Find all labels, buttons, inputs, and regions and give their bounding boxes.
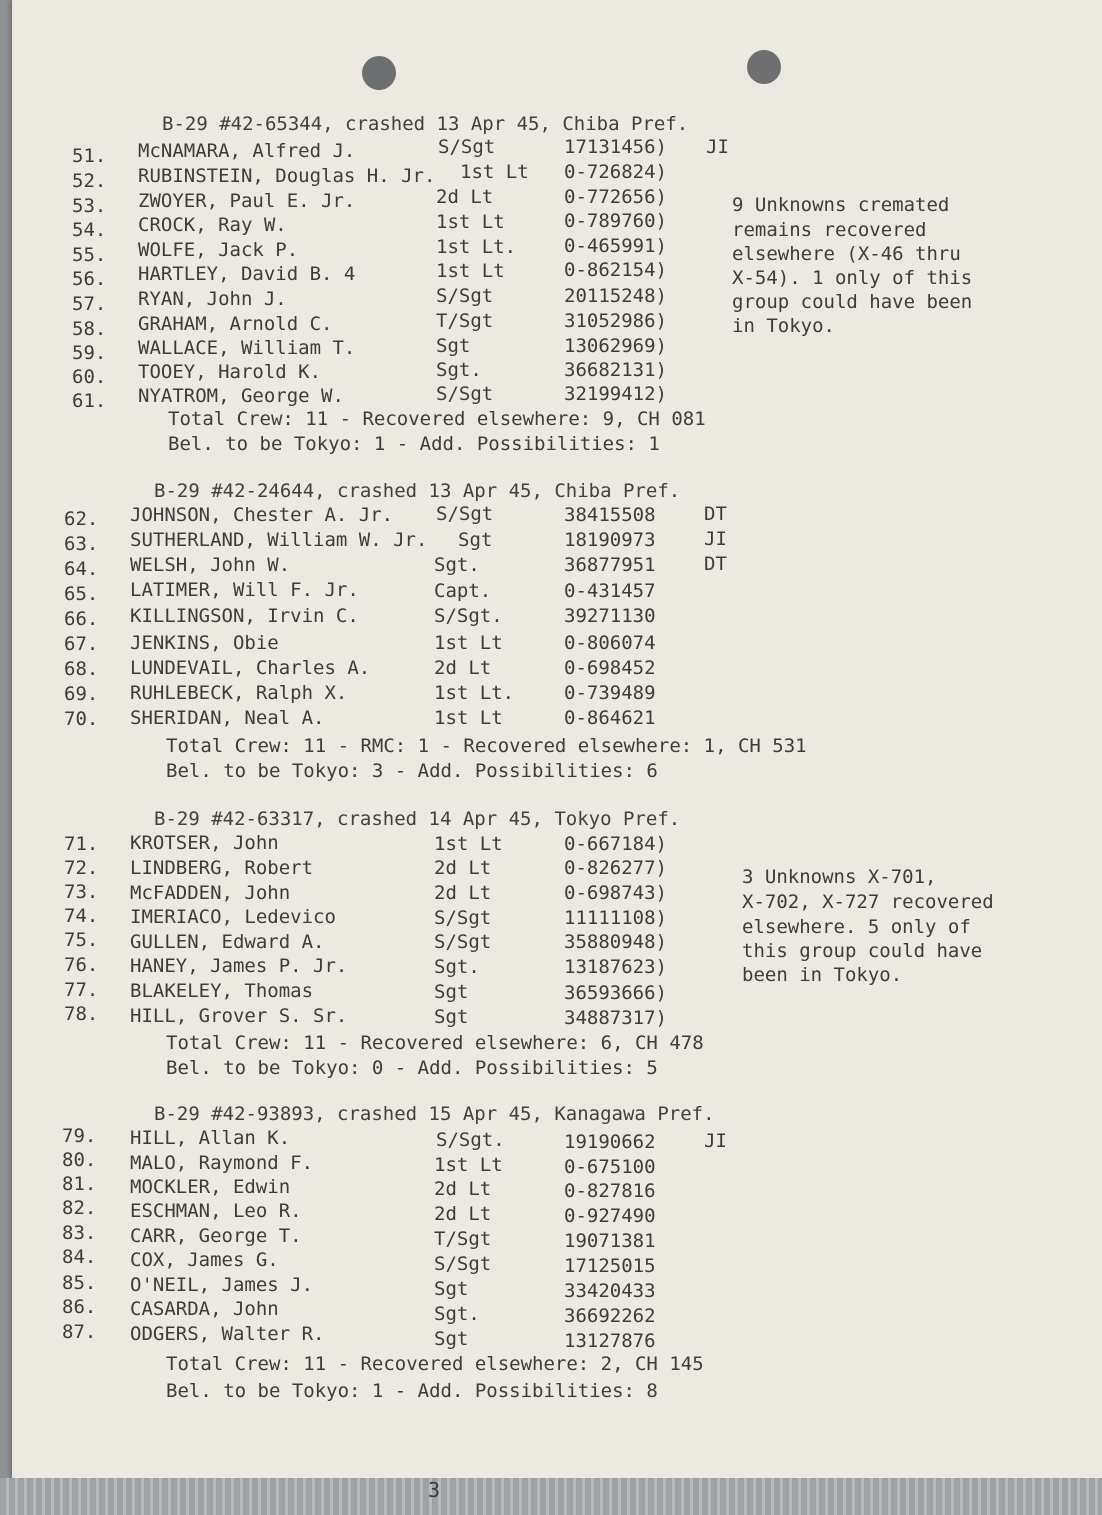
crew-number: 59. (72, 342, 107, 364)
crew-name: McNAMARA, Alfred J. (138, 140, 356, 162)
document-page (12, 0, 1102, 1478)
crew-number: 66. (64, 608, 99, 630)
crew-number: 65. (64, 583, 99, 605)
crew-serial: 13127876 (564, 1330, 656, 1352)
crew-name: LATIMER, Will F. Jr. (130, 579, 359, 601)
crew-number: 86. (62, 1296, 97, 1318)
side-note-line: 9 Unknowns cremated (732, 194, 950, 216)
crew-name: SHERIDAN, Neal A. (130, 707, 325, 729)
crew-number: 54. (72, 219, 107, 241)
crew-note: DT (704, 503, 727, 525)
crew-name: ESCHMAN, Leo R. (130, 1200, 302, 1222)
crew-rank: S/Sgt (436, 285, 494, 307)
group-4-header: B-29 #42-93893, crashed 15 Apr 45, Kanagawa Pref. (154, 1103, 715, 1125)
crew-rank: S/Sgt (438, 136, 496, 158)
crew-name: JENKINS, Obie (130, 632, 279, 654)
crew-serial: 36682131) (564, 359, 667, 381)
crew-number: 81. (62, 1173, 97, 1195)
crew-name: KROTSER, John (130, 832, 279, 854)
crew-name: WALLACE, William T. (138, 337, 356, 359)
crew-name: ZWOYER, Paul E. Jr. (138, 190, 356, 212)
crew-number: 76. (64, 954, 99, 976)
crew-name: MOCKLER, Edwin (130, 1176, 291, 1198)
crew-serial: 39271130 (564, 605, 656, 627)
scanner-edge (0, 1478, 1102, 1515)
crew-serial: 0-864621 (564, 707, 656, 729)
crew-serial: 36692262 (564, 1305, 656, 1327)
crew-serial: 0-739489 (564, 682, 656, 704)
crew-rank: Sgt. (434, 554, 480, 576)
crew-number: 73. (64, 881, 99, 903)
crew-name: CROCK, Ray W. (138, 214, 287, 236)
crew-name: LINDBERG, Robert (130, 857, 314, 879)
group-1-tokyo-possibilities: Bel. to be Tokyo: 1 - Add. Possibilities: 1 (168, 433, 660, 455)
crew-number: 80. (62, 1149, 97, 1171)
crew-serial: 19071381 (564, 1230, 656, 1252)
crew-name: O'NEIL, James J. (130, 1274, 314, 1296)
crew-number: 83. (62, 1222, 97, 1244)
crew-rank: 1st Lt (434, 1154, 503, 1176)
crew-number: 71. (64, 833, 99, 855)
side-note-line: in Tokyo. (732, 315, 835, 337)
crew-number: 63. (64, 533, 99, 555)
crew-serial: 0-789760) (564, 210, 667, 232)
crew-number: 57. (72, 293, 107, 315)
crew-serial: 11111108) (564, 907, 667, 929)
crew-number: 61. (72, 390, 107, 412)
crew-serial: 0-772656) (564, 186, 667, 208)
crew-rank: S/Sgt (434, 931, 492, 953)
crew-name: MALO, Raymond F. (130, 1152, 314, 1174)
crew-rank: 2d Lt (434, 882, 492, 904)
crew-rank: Sgt (434, 1328, 469, 1350)
crew-serial: 36877951 (564, 554, 656, 576)
crew-serial: 13187623) (564, 956, 667, 978)
punch-hole-right (747, 50, 781, 84)
crew-name: COX, James G. (130, 1249, 279, 1271)
crew-number: 67. (64, 633, 99, 655)
group-4-tokyo-possibilities: Bel. to be Tokyo: 1 - Add. Possibilities: 8 (166, 1380, 658, 1402)
crew-rank: Sgt. (436, 359, 482, 381)
crew-number: 68. (64, 658, 99, 680)
crew-number: 60. (72, 366, 107, 388)
crew-serial: 0-465991) (564, 235, 667, 257)
crew-rank: 1st Lt (436, 260, 505, 282)
crew-rank: Sgt (436, 335, 471, 357)
crew-number: 58. (72, 318, 107, 340)
crew-rank: Sgt. (434, 956, 480, 978)
crew-name: CARR, George T. (130, 1225, 302, 1247)
crew-serial: 0-827816 (564, 1180, 656, 1202)
crew-name: RUBINSTEIN, Douglas H. Jr. (138, 165, 436, 187)
crew-rank: S/Sgt (436, 503, 494, 525)
group-2-tokyo-possibilities: Bel. to be Tokyo: 3 - Add. Possibilities: 6 (166, 760, 658, 782)
crew-note: JI (704, 528, 727, 550)
group-3-header: B-29 #42-63317, crashed 14 Apr 45, Tokyo Pref. (154, 808, 681, 830)
crew-serial: 36593666) (564, 982, 667, 1004)
crew-name: BLAKELEY, Thomas (130, 980, 314, 1002)
crew-rank: 1st Lt (434, 707, 503, 729)
punch-hole-left (362, 56, 396, 90)
crew-serial: 33420433 (564, 1280, 656, 1302)
crew-rank: 1st Lt (434, 632, 503, 654)
crew-name: RYAN, John J. (138, 288, 287, 310)
crew-number: 77. (64, 979, 99, 1001)
crew-serial: 0-826277) (564, 857, 667, 879)
crew-rank: Sgt (434, 1278, 469, 1300)
side-note-line: been in Tokyo. (742, 964, 903, 986)
crew-number: 64. (64, 558, 99, 580)
crew-name: McFADDEN, John (130, 882, 291, 904)
crew-name: JOHNSON, Chester A. Jr. (130, 504, 394, 526)
crew-number: 74. (64, 905, 99, 927)
crew-serial: 0-675100 (564, 1156, 656, 1178)
side-note-line: X-54). 1 only of this (732, 267, 973, 289)
crew-rank: 2d Lt (434, 857, 492, 879)
crew-rank: Sgt (458, 529, 493, 551)
crew-rank: Sgt. (434, 1303, 480, 1325)
crew-serial: 0-806074 (564, 632, 656, 654)
crew-rank: 2d Lt (434, 1178, 492, 1200)
group-4-total: Total Crew: 11 - Recovered elsewhere: 2, CH 145 (166, 1353, 704, 1375)
crew-rank: S/Sgt (434, 907, 492, 929)
crew-name: KILLINGSON, Irvin C. (130, 605, 359, 627)
side-note-line: X-702, X-727 recovered (742, 891, 994, 913)
crew-number: 85. (62, 1272, 97, 1294)
crew-serial: 0-726824) (564, 161, 667, 183)
page-number: 3 (428, 1478, 441, 1502)
crew-name: GULLEN, Edward A. (130, 931, 325, 953)
side-note-line: this group could have (742, 940, 983, 962)
crew-number: 70. (64, 708, 99, 730)
crew-number: 82. (62, 1197, 97, 1219)
crew-note: JI (706, 136, 729, 158)
crew-name: RUHLEBECK, Ralph X. (130, 682, 348, 704)
group-2-total: Total Crew: 11 - RMC: 1 - Recovered elsewhere: 1, CH 531 (166, 735, 807, 757)
side-note-line: elsewhere. 5 only of (742, 916, 971, 938)
crew-rank: 2d Lt (436, 186, 494, 208)
crew-rank: Capt. (434, 580, 492, 602)
crew-serial: 0-698452 (564, 657, 656, 679)
crew-name: HILL, Grover S. Sr. (130, 1005, 348, 1027)
crew-name: SUTHERLAND, William W. Jr. (130, 529, 428, 551)
crew-rank: 2d Lt (434, 1203, 492, 1225)
crew-name: WOLFE, Jack P. (138, 239, 299, 261)
crew-number: 53. (72, 195, 107, 217)
group-3-tokyo-possibilities: Bel. to be Tokyo: 0 - Add. Possibilities: 5 (166, 1057, 658, 1079)
crew-serial: 35880948) (564, 931, 667, 953)
crew-number: 55. (72, 244, 107, 266)
crew-rank: S/Sgt (436, 383, 494, 405)
group-3-total: Total Crew: 11 - Recovered elsewhere: 6, CH 478 (166, 1032, 704, 1054)
crew-name: WELSH, John W. (130, 554, 291, 576)
side-note-line: remains recovered (732, 219, 927, 241)
side-note-line: elsewhere (X-46 thru (732, 243, 961, 265)
crew-name: HANEY, James P. Jr. (130, 955, 348, 977)
crew-number: 72. (64, 857, 99, 879)
crew-note: JI (704, 1130, 727, 1152)
group-2-header: B-29 #42-24644, crashed 13 Apr 45, Chiba Pref. (154, 480, 681, 502)
crew-rank: 1st Lt. (436, 236, 517, 258)
crew-serial: 0-667184) (564, 833, 667, 855)
crew-serial: 34887317) (564, 1007, 667, 1029)
crew-rank: S/Sgt (434, 1253, 492, 1275)
crew-name: IMERIACO, Ledevico (130, 906, 336, 928)
crew-rank: 1st Lt. (434, 682, 515, 704)
crew-number: 62. (64, 508, 99, 530)
crew-number: 87. (62, 1321, 97, 1343)
crew-rank: S/Sgt. (434, 605, 503, 627)
side-note-line: group could have been (732, 291, 973, 313)
group-1-header: B-29 #42-65344, crashed 13 Apr 45, Chiba Pref. (162, 113, 689, 135)
crew-name: HARTLEY, David B. 4 (138, 263, 356, 285)
crew-name: GRAHAM, Arnold C. (138, 313, 333, 335)
crew-serial: 0-431457 (564, 580, 656, 602)
crew-number: 56. (72, 268, 107, 290)
crew-rank: Sgt (434, 1006, 469, 1028)
crew-serial: 0-862154) (564, 259, 667, 281)
crew-name: LUNDEVAIL, Charles A. (130, 657, 371, 679)
crew-serial: 17131456) (564, 136, 667, 158)
side-note-line: 3 Unknowns X-701, (742, 866, 937, 888)
crew-name: CASARDA, John (130, 1298, 279, 1320)
crew-rank: T/Sgt (436, 310, 494, 332)
crew-serial: 17125015 (564, 1255, 656, 1277)
crew-serial: 0-698743) (564, 882, 667, 904)
crew-number: 78. (64, 1003, 99, 1025)
crew-serial: 18190973 (564, 529, 656, 551)
crew-number: 69. (64, 683, 99, 705)
crew-rank: Sgt (434, 981, 469, 1003)
crew-rank: 1st Lt (434, 833, 503, 855)
group-1-total: Total Crew: 11 - Recovered elsewhere: 9, CH 081 (168, 408, 706, 430)
crew-serial: 31052986) (564, 310, 667, 332)
crew-number: 52. (72, 170, 107, 192)
crew-rank: 2d Lt (434, 657, 492, 679)
crew-rank: S/Sgt. (436, 1129, 505, 1151)
crew-serial: 19190662 (564, 1131, 656, 1153)
crew-serial: 38415508 (564, 504, 656, 526)
crew-name: ODGERS, Walter R. (130, 1323, 325, 1345)
crew-number: 75. (64, 929, 99, 951)
crew-rank: 1st Lt (460, 161, 529, 183)
crew-serial: 0-927490 (564, 1205, 656, 1227)
crew-serial: 20115248) (564, 285, 667, 307)
crew-note: DT (704, 553, 727, 575)
crew-rank: 1st Lt (436, 211, 505, 233)
crew-number: 79. (62, 1125, 97, 1147)
crew-name: NYATROM, George W. (138, 385, 344, 407)
crew-number: 84. (62, 1246, 97, 1268)
crew-serial: 13062969) (564, 335, 667, 357)
crew-serial: 32199412) (564, 383, 667, 405)
crew-number: 51. (72, 145, 107, 167)
crew-name: TOOEY, Harold K. (138, 361, 322, 383)
crew-name: HILL, Allan K. (130, 1127, 291, 1149)
crew-rank: T/Sgt (434, 1228, 492, 1250)
